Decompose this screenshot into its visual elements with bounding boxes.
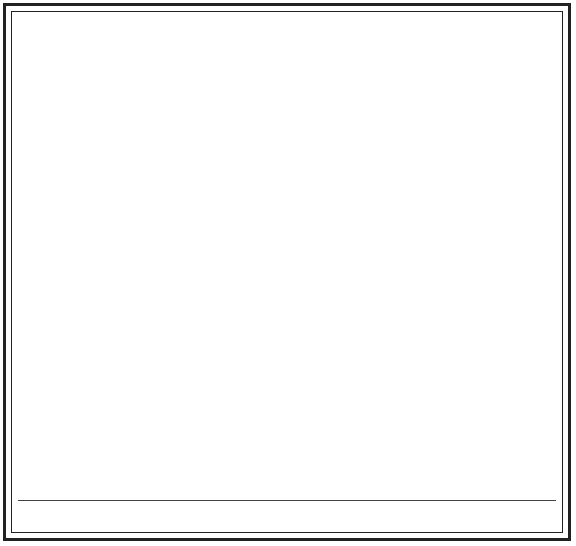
notice-body-text [18, 40, 556, 498]
footer-divider [18, 500, 556, 501]
notice-border [3, 3, 571, 541]
notice-footer [18, 505, 556, 533]
